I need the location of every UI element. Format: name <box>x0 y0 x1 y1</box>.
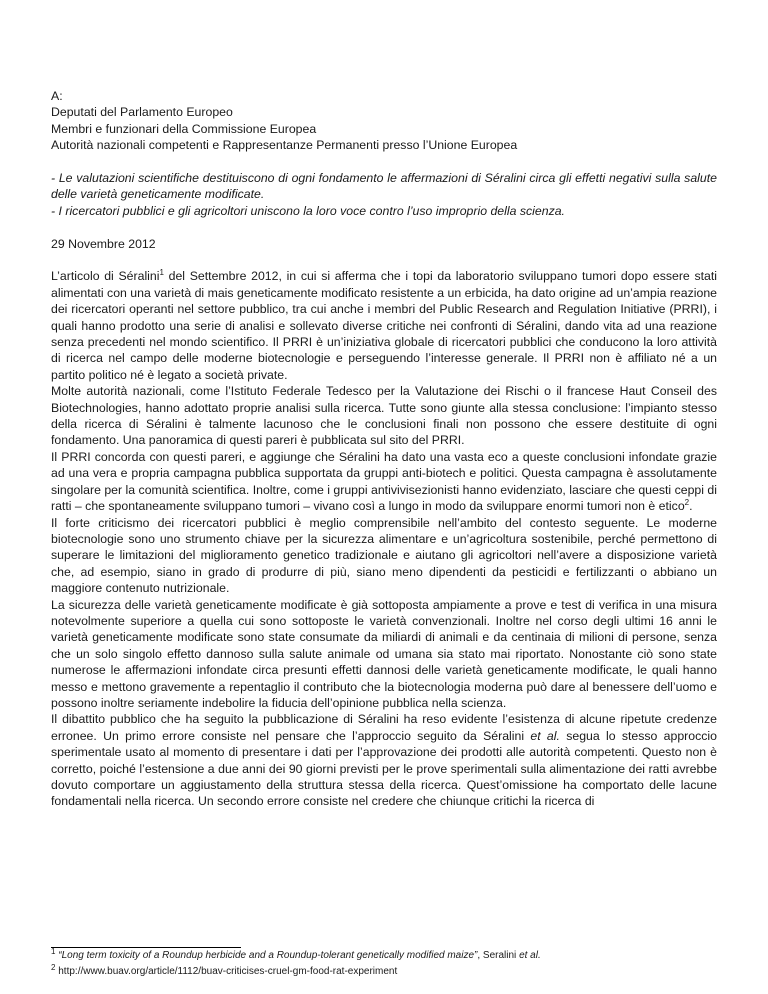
footnote-article-title: “Long term toxicity of a Roundup herbicide and a Roundup-tolerant genetically modified maize” <box>58 950 478 961</box>
footnote-divider <box>51 947 241 948</box>
spacer <box>51 154 717 170</box>
footnote-ref: 2 <box>684 498 690 508</box>
body-paragraph <box>51 268 717 383</box>
footnote-1 <box>51 947 541 961</box>
recipient-line: Deputati del Parlamento Europeo <box>51 105 233 120</box>
document-page <box>51 88 717 810</box>
spacer <box>51 219 717 235</box>
et-al: et al. <box>530 728 560 743</box>
summary-point: - Le valutazioni scientifiche destituiscono di ogni fondamento le affermazioni di Séralini circa gli effetti negativi sulla salute delle varietà geneticamente modificate. <box>51 171 717 202</box>
recipient-line: Autorità nazionali competenti e Rappresentanze Permanenti presso l’Unione Europea <box>51 138 518 153</box>
document-date: 29 Novembre 2012 <box>51 236 156 251</box>
footnote-url: http://www.buav.org/article/1112/buav-criticises-cruel-gm-food-rat-experiment <box>58 966 398 977</box>
recipients-label: A: <box>51 89 63 103</box>
body-paragraph: Molte autorità nazionali, come l’Istituto Federale Tedesco per la Valutazione dei Rischi o il francese Haut Conseil des Biotechnologies, hanno adottato proprie analisi sulla ricerca. Tutte sono giunte alla stessa conclusione: l’impianto stesso della ricerca di Séralini è talmente lacunoso che le conclusioni finali non possono che essere destituite di ogni fondamento. Una panoramica di questi pareri è pubblicata sul sito del PRRI. <box>51 384 717 448</box>
paragraph-text: Il dibattito pubblico che ha seguito la pubblicazione di Séralini ha reso evidente l’esistenza di alcune ripetute credenze erronee. Un primo errore consiste nel pensare che l’approccio seguito da Séralini <box>51 712 717 743</box>
body-paragraph: Il forte criticismo dei ricercatori pubblici è meglio comprensibile nell’ambito del contesto seguente. Le moderne biotecnologie sono uno strumento chiave per la sicurezza alimentare e un’agricoltura sostenibile, perché permettono di superare le limitazioni del miglioramento genetico tradizionale e aiutano gli agricoltori nell’avere a disposizione varietà che, ad esempio, siano in grado di produrre di più, siano meno dipendenti da pesticidi e fertilizzanti o abbiano un maggiore contenuto nutrizionale. <box>51 515 717 596</box>
body-paragraph: La sicurezza delle varietà geneticamente modificate è già sottoposta ampiamente a prove e test di verifica in una misura notevolmente superiore a quella cui sono sottoposte le varietà convenzionali. Inoltre nel corso degli ultimi 16 anni le varietà geneticamente modificate sono state consumate da miliardi di animali e da centinaia di milioni di persone, senza che un solo singolo effetto dannoso sulla salute animale od umana sia stato mai riportato. Nonostante ciò sono state numerose le affermazioni infondate circa presunti effetti dannosi delle varietà geneticamente modificate, le quali hanno messo e mettono gravemente a repentaglio il contributo che la biotecnologia moderna può dare al benessere dell’uomo e possono inoltre seriamente indebolire la fiducia dell’opinione pubblica nella scienza. <box>51 597 717 710</box>
summary-point: - I ricercatori pubblici e gli agricoltori uniscono la loro voce contro l’uso improprio della scienza. <box>51 203 565 218</box>
paragraph-text: segua lo stesso approccio sperimentale usato al momento di presentare i dati per l’approvazione dei prodotti alle autorità competenti. Questo non è corretto, poiché l’estensione a due anni dei 90 giorni previsti per le prove sperimentali sulla alimentazione dei ratti avrebbe dovuto comportare un aggiustamento della struttura stessa della ricerca. Quest’omissione ha comportato delle lacune fondamentali nella ricerca. Un secondo errore consiste nel credere che chiunque critichi la ricerca di <box>51 728 717 809</box>
footnote-et-al: et al. <box>519 950 541 961</box>
recipient-line: Membri e funzionari della Commissione Europea <box>51 121 317 136</box>
footnote-ref: 1 <box>159 268 164 278</box>
paragraph-text: L’articolo di Séralini <box>51 269 160 284</box>
footnote-authors: , Seralini <box>477 950 520 961</box>
body-paragraph <box>51 449 717 515</box>
paragraph-text: del Settembre 2012, in cui si afferma che i topi da laboratorio sviluppano tumori dopo essere stati alimentati con una varietà di mais geneticamente modificato resistente a un erbicida, ha dato origine ad un’ampia reazione dei ricercatori operanti nel settore pubblico, tra cui anche i membri del Public Research and Regulation Initiative (PRRI), i quali hanno prodotto una serie di analisi e sollevato diverse critiche nei confronti di Séralini, dando vita ad una reazione senza precedenti nel mondo scientifico. Il PRRI è un’iniziativa globale di ricercatori pubblici che conducono la loro attività di ricerca nel campo delle moderne biotecnologie e perseguendo l’interesse generale. Il PRRI non è affiliato né a un partito politico né è legato a società private. <box>51 269 717 382</box>
paragraph-text: . <box>689 499 693 514</box>
footnote-marker: 1 <box>51 947 56 956</box>
body-paragraph <box>51 711 717 809</box>
footnote-2 <box>51 963 398 977</box>
spacer <box>51 252 717 268</box>
paragraph-text: Il PRRI concorda con questi pareri, e aggiunge che Séralini ha dato una vasta eco a queste conclusioni infondate grazie ad una vera e propria campagna pubblica supportata da gruppi anti-biotech e politici. Questa campagna è assolutamente singolare per la comunità scientifica. Inoltre, come i gruppi antivivisezionisti hanno evidenziato, lasciare che questi ceppi di ratti – che spontaneamente sviluppano tumori – vivano così a lungo in modo da sviluppare enormi tumori non è etico <box>51 449 717 514</box>
footnote-marker: 2 <box>51 963 56 972</box>
